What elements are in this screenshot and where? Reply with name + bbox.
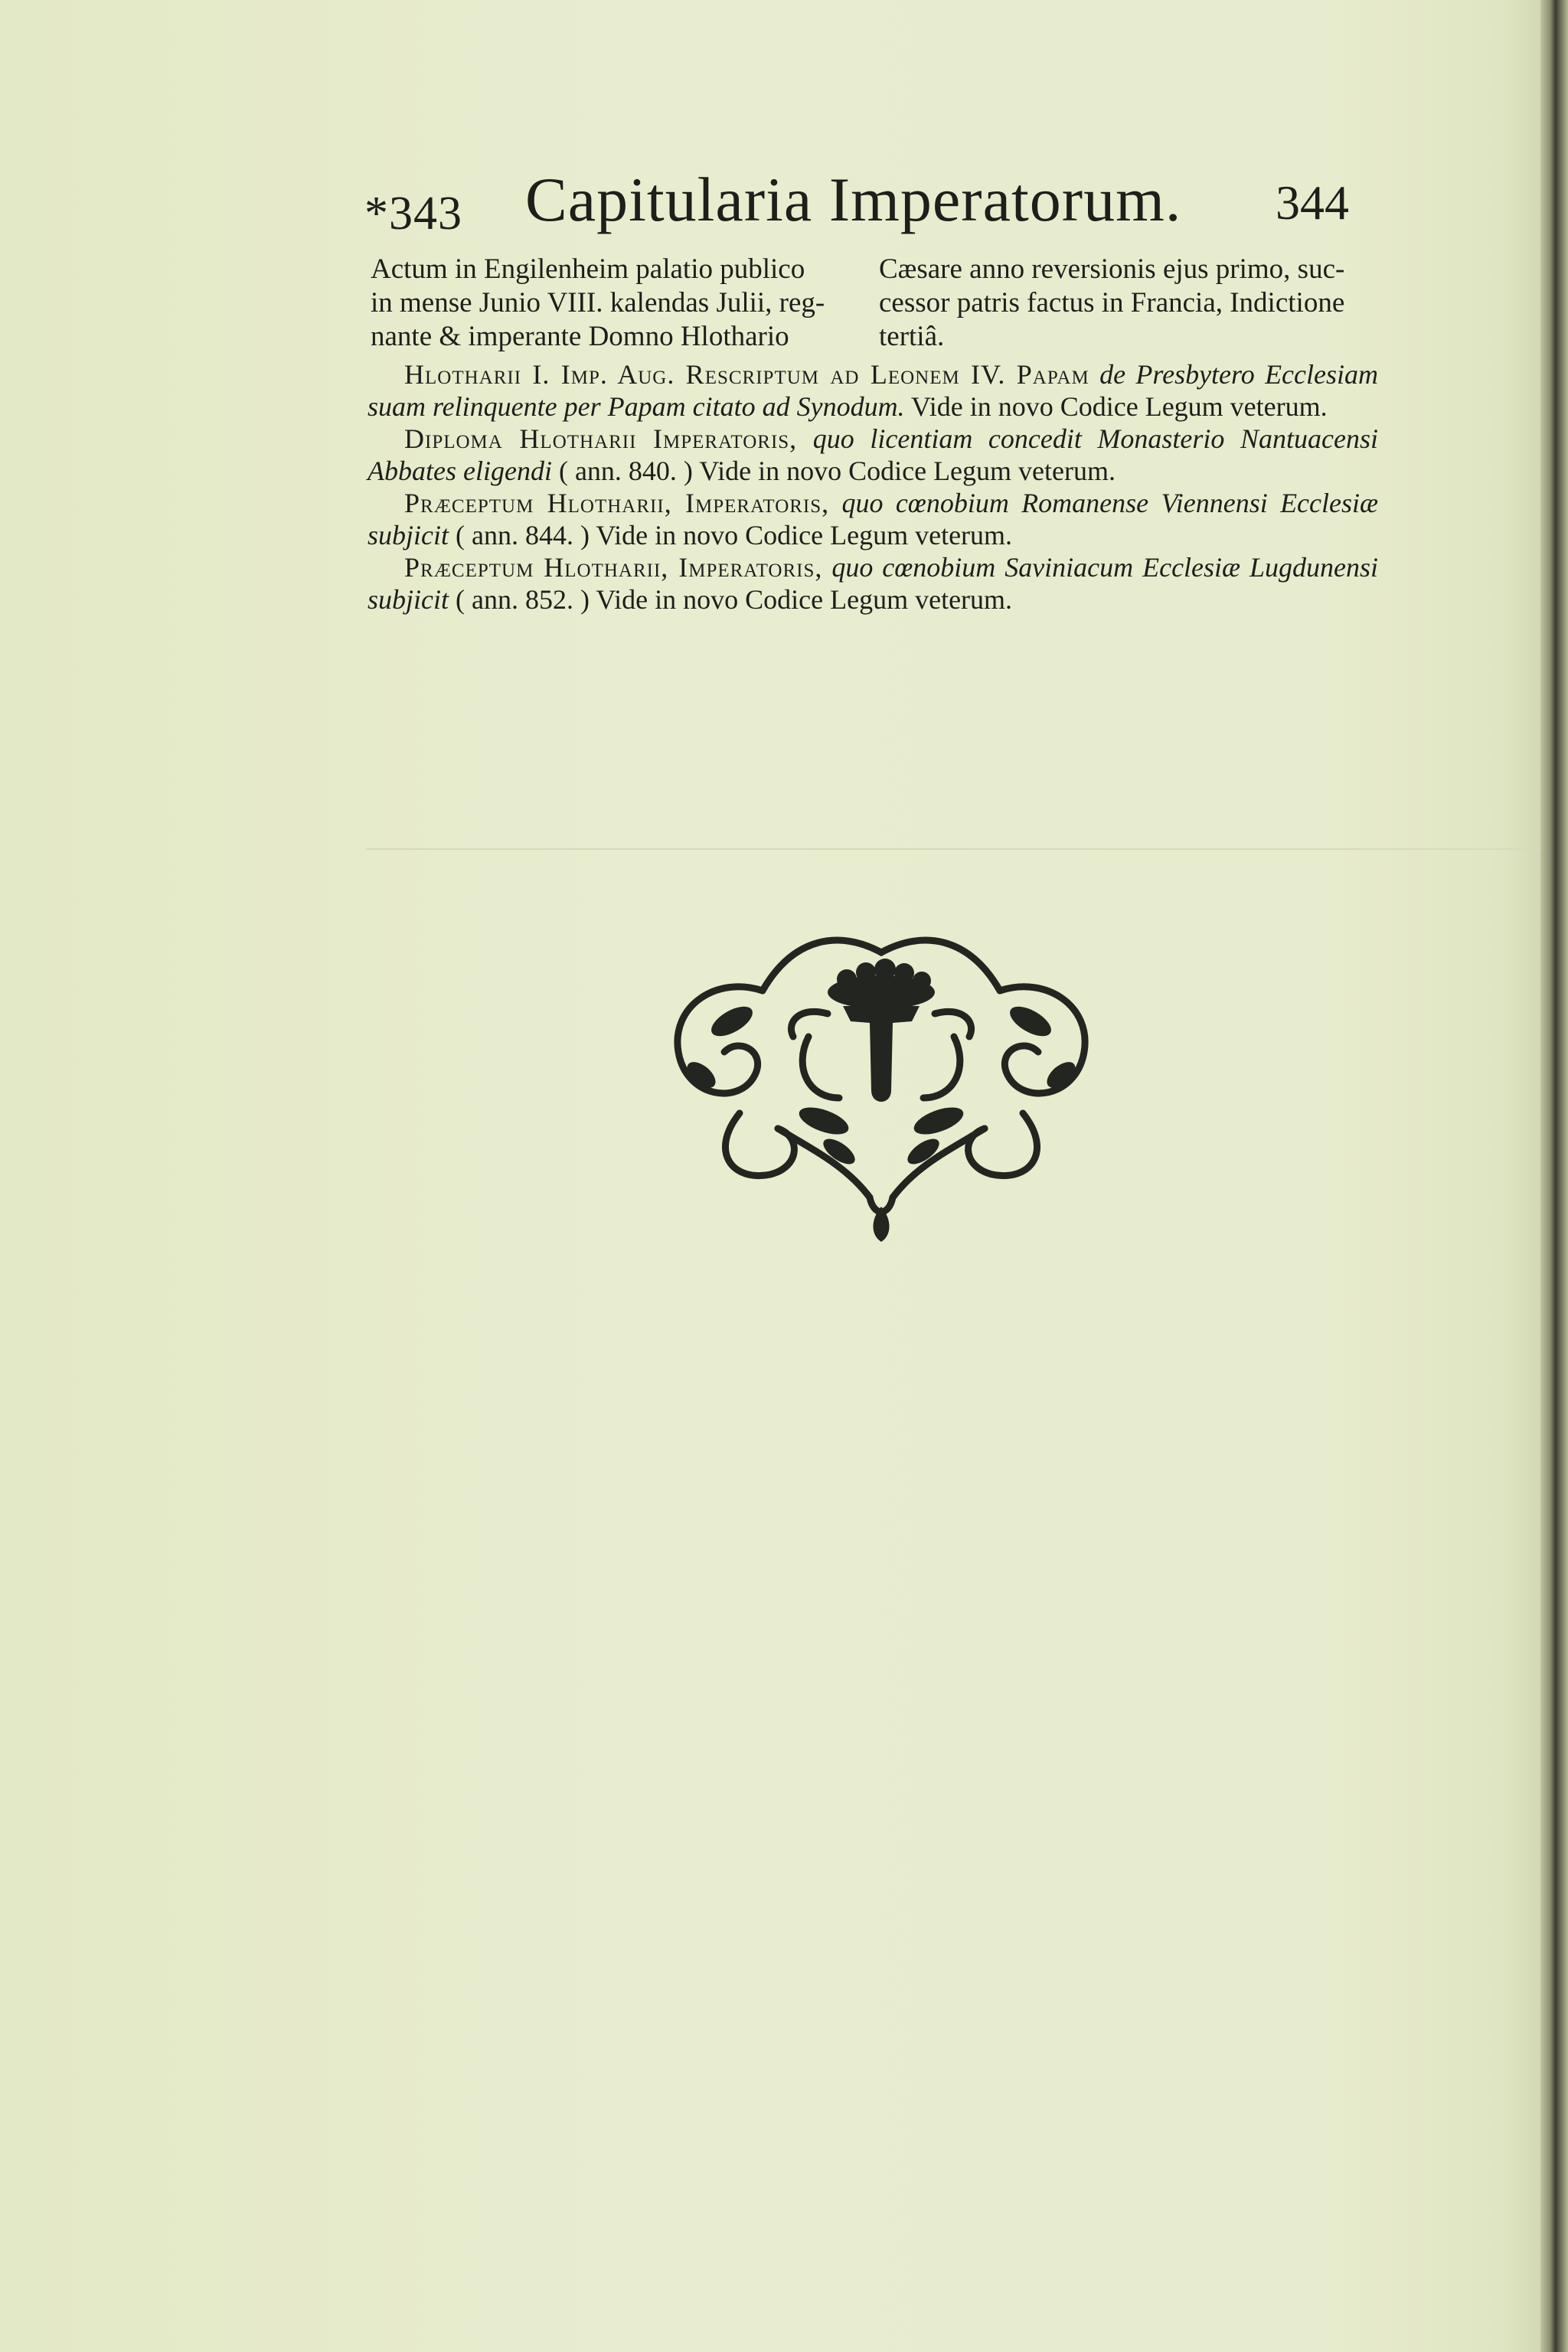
entry-description: quo licentiam concedit Monasterio Nantuacensi Abbates eligendi bbox=[368, 423, 1378, 486]
right-column-text bbox=[879, 253, 1369, 354]
text-line: cessor patris factus in Francia, Indictione bbox=[879, 287, 1345, 318]
text-line: tertiâ. bbox=[879, 321, 945, 352]
entry-reference: Vide in novo Codice Legum veterum. bbox=[910, 391, 1328, 422]
entry-reference: Vide in novo Codice Legum veterum. bbox=[699, 456, 1116, 486]
floral-tailpiece-ornament-icon bbox=[648, 922, 1115, 1243]
text-line: nante & imperante Domno Hlothario bbox=[371, 321, 789, 352]
book-gutter-shadow bbox=[1540, 0, 1568, 2352]
entry-date: ( ann. 852. ) bbox=[456, 584, 590, 615]
entry-date: ( ann. 840. ) bbox=[558, 456, 693, 486]
folio-left: *343 bbox=[364, 188, 462, 240]
entry-description: de Presbytero Ecclesiam suam relinquente per Papam citato ad Synodum. bbox=[368, 359, 1379, 422]
faint-show-through-rule bbox=[366, 848, 1545, 850]
entry-date: ( ann. 844. ) bbox=[456, 520, 590, 550]
running-head bbox=[364, 164, 1360, 240]
text-line: in mense Junio VIII. kalendas Julii, reg- bbox=[371, 287, 825, 318]
entry-praeceptum-852 bbox=[368, 551, 1378, 616]
folio-right: 344 bbox=[1276, 175, 1349, 230]
entry-praeceptum-844 bbox=[368, 487, 1378, 551]
entry-diploma bbox=[368, 423, 1378, 487]
left-column-text bbox=[371, 253, 861, 354]
entry-rescriptum bbox=[368, 358, 1378, 423]
entry-caption: Præceptum Hlotharii, Imperatoris, bbox=[404, 488, 830, 518]
page-title: Capitularia Imperatorum. bbox=[525, 165, 1182, 234]
entry-caption: Diploma Hlotharii Imperatoris, bbox=[404, 423, 798, 454]
document-entries bbox=[368, 358, 1378, 616]
entry-reference: Vide in novo Codice Legum veterum. bbox=[596, 584, 1013, 615]
entry-description: quo cœnobium Saviniacum Ecclesiæ Lugdunensi subjicit bbox=[368, 552, 1379, 615]
entry-caption: Hlotharii I. Imp. Aug. Rescriptum ad Leonem IV. Papam bbox=[404, 359, 1089, 390]
text-line: Cæsare anno reversionis ejus primo, suc- bbox=[879, 253, 1345, 285]
entry-reference: Vide in novo Codice Legum veterum. bbox=[596, 520, 1013, 550]
entry-description: quo cœnobium Romanense Viennensi Ecclesiæ subjicit bbox=[368, 488, 1379, 550]
text-line: Actum in Engilenheim palatio publico bbox=[371, 253, 805, 285]
entry-caption: Præceptum Hlotharii, Imperatoris, bbox=[404, 552, 823, 583]
